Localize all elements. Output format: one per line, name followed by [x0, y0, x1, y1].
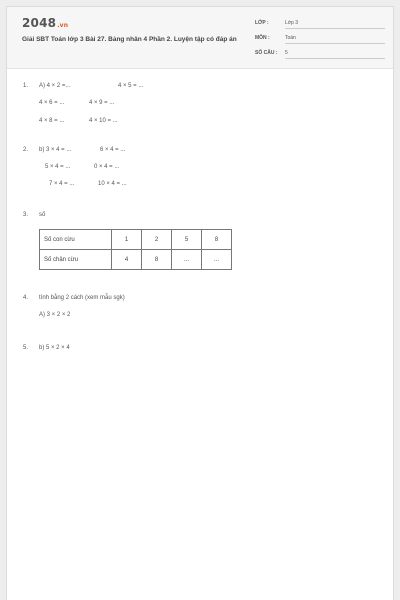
- meta-count-value: 5: [285, 50, 385, 59]
- question-2-number: 2.: [23, 147, 29, 153]
- q1-line: 4 × 5 = ...: [118, 83, 144, 89]
- meta-subject-label: MÔN :: [255, 35, 270, 41]
- q2-line: 5 × 4 = ...: [45, 164, 71, 170]
- page-title: Giải SBT Toán lớp 3 Bài 27. Bảng nhân 4 Phần 2. Luyện tập có đáp án: [22, 36, 237, 43]
- q1-line: 4 × 6 = ...: [39, 100, 65, 106]
- table-cell: Số chân cừu: [40, 250, 112, 270]
- q5-line: b) 5 × 2 × 4: [39, 345, 70, 351]
- meta-question-count: [255, 48, 385, 59]
- table-cell: 5: [172, 230, 202, 250]
- table-cell: 8: [202, 230, 232, 250]
- table-cell: 1: [112, 230, 142, 250]
- q4-line: A) 3 × 2 × 2: [39, 312, 71, 318]
- sheep-table: [39, 229, 232, 270]
- table-cell: 2: [142, 230, 172, 250]
- q1-line: 4 × 10 = ...: [89, 118, 118, 124]
- table-cell: 4: [112, 250, 142, 270]
- question-4-number: 4.: [23, 295, 29, 301]
- q2-line: 6 × 4 = ...: [100, 147, 126, 153]
- site-logo[interactable]: [22, 16, 68, 30]
- question-5-number: 5.: [23, 345, 29, 351]
- question-1-number: 1.: [23, 83, 29, 89]
- table-cell: ...: [202, 250, 232, 270]
- q2-line: 10 × 4 = ...: [98, 181, 127, 187]
- q1-line: 4 × 9 = ...: [89, 100, 115, 106]
- q2-line: 0 × 4 = ...: [94, 164, 120, 170]
- worksheet-page: [6, 6, 394, 600]
- meta-grade-value: Lớp 3: [285, 20, 385, 29]
- q2-line: 7 × 4 = ...: [49, 181, 75, 187]
- meta-subject-value: Toán: [285, 35, 385, 44]
- worksheet-header: [7, 7, 393, 69]
- q1-line: 4 × 8 = ...: [39, 118, 65, 124]
- table-row: [40, 250, 232, 270]
- question-3-number: 3.: [23, 212, 29, 218]
- logo-suffix: .vn: [57, 22, 69, 29]
- question-3-text: số: [39, 212, 46, 218]
- meta-count-label: SỐ CÂU :: [255, 50, 278, 56]
- q1-line: A) 4 × 2 =...: [39, 83, 71, 89]
- q2-line: b) 3 × 4 = ...: [39, 147, 72, 153]
- table-cell: 8: [142, 250, 172, 270]
- meta-grade: [255, 18, 385, 29]
- meta-subject: [255, 33, 385, 44]
- table-cell: Số con cừu: [40, 230, 112, 250]
- table-cell: ...: [172, 250, 202, 270]
- table-row: [40, 230, 232, 250]
- logo-text: 2048: [22, 16, 57, 30]
- question-4-text: tính bằng 2 cách (xem mẫu sgk): [39, 295, 125, 301]
- meta-grade-label: LỚP :: [255, 20, 269, 26]
